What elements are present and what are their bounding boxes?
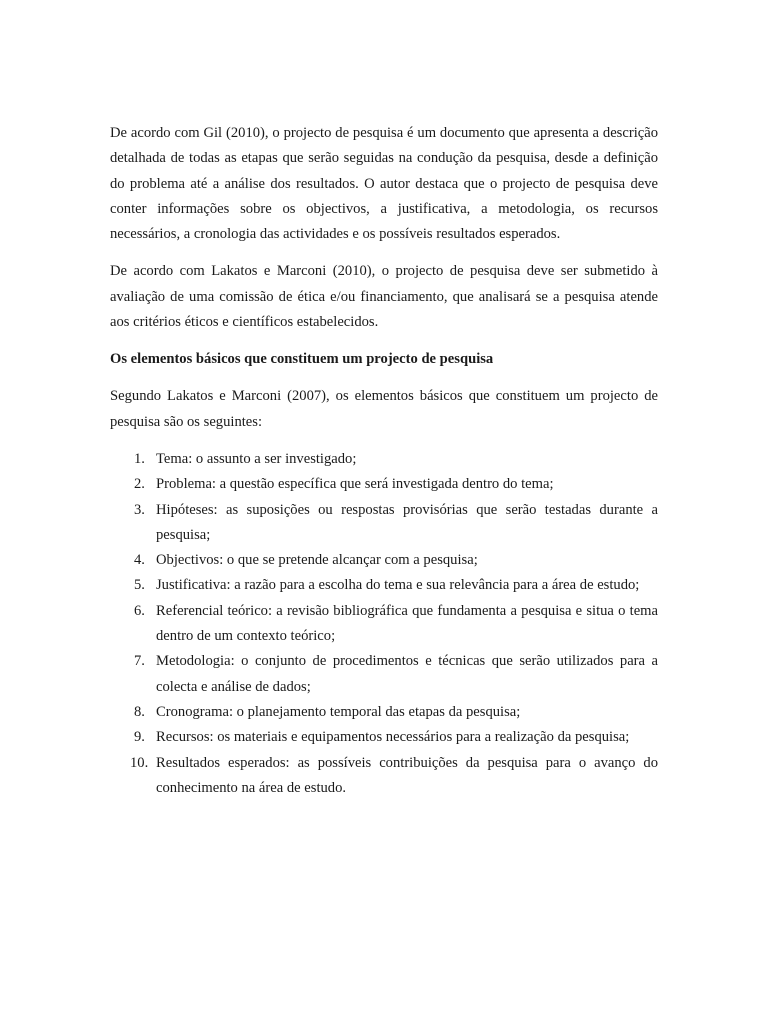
- section-heading: Os elementos básicos que constituem um projecto de pesquisa: [110, 351, 494, 368]
- list-item-text: Hipóteses: as suposições ou respostas provisórias que serão testadas durante a pesquisa;: [156, 501, 658, 543]
- paragraph-lakatos-2010: De acordo com Lakatos e Marconi (2010), o projecto de pesquisa deve ser submetido à avaliação de uma comissão de ética e/ou financiamento, que analisará se a pesquisa atende aos critérios éticos e científicos estabelecidos.: [110, 263, 658, 331]
- list-item-text: Recursos: os materiais e equipamentos necessários para a realização da pesquisa;: [156, 729, 630, 746]
- list-item-text: Resultados esperados: as possíveis contribuições da pesquisa para o avanço do conhecimento na área de estudo.: [156, 754, 658, 796]
- list-item-number: 8.: [134, 703, 145, 720]
- list-item-number: 4.: [134, 552, 145, 569]
- list-item-number: 7.: [134, 653, 145, 670]
- list-item: [110, 725, 658, 750]
- list-item-text: Referencial teórico: a revisão bibliográfica que fundamenta a pesquisa e situa o tema dentro de um contexto teórico;: [156, 602, 658, 645]
- list-item-number: 1.: [134, 450, 145, 467]
- list-item-text: Cronograma: o planejamento temporal das etapas da pesquisa;: [156, 703, 521, 720]
- list-item-number: 2.: [134, 476, 145, 493]
- list-item: [110, 472, 658, 497]
- document-body: [110, 121, 658, 801]
- list-item: [110, 599, 658, 650]
- list-item: [110, 548, 658, 573]
- list-item: [110, 447, 658, 472]
- list-item: [110, 573, 658, 598]
- list-item-number: 10.: [130, 754, 149, 771]
- list-item-text: Problema: a questão específica que será investigada dentro do tema;: [156, 476, 554, 493]
- list-item-number: 5.: [134, 577, 145, 594]
- list-item: [110, 649, 658, 700]
- list-item-text: Metodologia: o conjunto de procedimentos e técnicas que serão utilizados para a colecta e análise de dados;: [156, 653, 658, 695]
- list-item-text: Objectivos: o que se pretende alcançar com a pesquisa;: [156, 552, 478, 569]
- list-item: [110, 498, 658, 549]
- list-item-text: Justificativa: a razão para a escolha do tema e sua relevância para a área de estudo;: [156, 577, 640, 594]
- elements-list: [110, 447, 658, 801]
- list-item: [110, 751, 658, 802]
- list-item-number: 9.: [134, 729, 145, 746]
- list-item-text: Tema: o assunto a ser investigado;: [156, 450, 357, 467]
- list-item: [110, 700, 658, 725]
- list-item-number: 6.: [134, 602, 145, 619]
- paragraph-lakatos-2007: Segundo Lakatos e Marconi (2007), os elementos básicos que constituem um projecto de pesquisa são os seguintes:: [110, 388, 658, 430]
- list-item-number: 3.: [134, 501, 145, 518]
- paragraph-gil: De acordo com Gil (2010), o projecto de pesquisa é um documento que apresenta a descrição detalhada de todas as etapas que serão seguidas na condução da pesquisa, desde a definição do problema até a análise dos resultados. O autor destaca que o projecto de pesquisa deve conter informações sobre os objectivos, a justificativa, a metodologia, os recursos necessários, a cronologia das actividades e os possíveis resultados esperados.: [110, 125, 658, 243]
